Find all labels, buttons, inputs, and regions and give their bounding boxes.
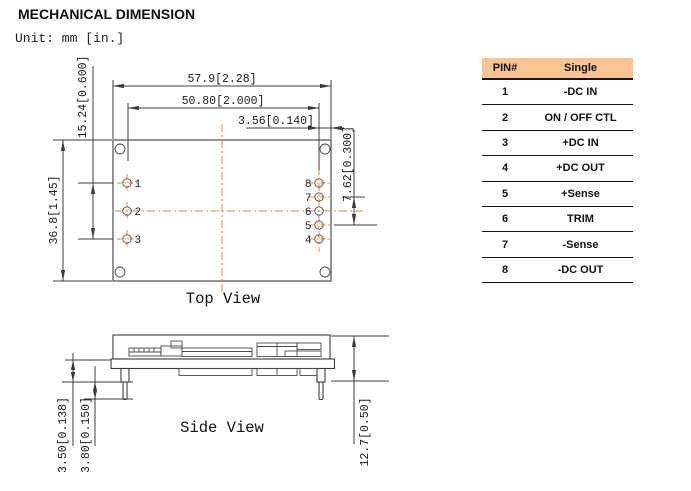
pin-label: 6 [304,207,312,219]
table-row [482,232,633,257]
pin-function-cell: ON / OFF CTL [544,111,617,124]
pin-lead [123,382,127,400]
pin-label: 7 [304,193,312,205]
dim-label-right-pin-span: 7.62[0.300] [342,126,355,202]
table-row [482,258,633,283]
dim-label-overall-height: 36.8[1.45] [48,175,61,245]
dim-label-module-height: 12.7[0.50] [359,397,372,467]
pin-function-cell: +DC OUT [556,162,605,175]
pin-number-cell: 6 [501,213,509,226]
pin-label: 2 [134,207,142,219]
pin-lead [319,382,323,400]
pin-function-table [482,58,633,283]
internal-component [300,369,318,376]
pin-function-cell: -DC IN [563,86,598,99]
pin-function-cell: -Sense [562,238,599,251]
pin-label: 8 [304,179,312,191]
dim-label-left-pin-span: 15.24[0.600] [77,55,90,139]
pin-function-cell: -DC OUT [557,263,604,276]
side-view-pins [121,369,325,400]
table-header-pin: PIN# [492,62,518,74]
dim-label-pin-length: 3.80[0.150] [80,397,93,473]
dim-label-overall-width: 57.9[2.28] [187,73,257,86]
dim-label-pin-edge-offset: 3.56[0.140] [238,115,314,128]
table-row [482,105,633,130]
pin-label: 4 [304,235,312,247]
table-row [482,156,633,181]
pin-number-cell: 1 [501,86,509,99]
dimension-pin-edge-offset [238,115,344,130]
table-row [482,182,633,207]
table-row [482,80,633,105]
side-view-drawing [57,335,389,473]
internal-component [179,369,252,376]
pin-number-cell: 8 [501,263,509,276]
pin-number-cell: 5 [501,187,509,200]
table-row [482,207,633,232]
dimension-module-height [331,336,389,467]
pin-function-cell: +Sense [561,187,600,200]
dim-label-pin-span: 50.80[2.000] [181,95,265,108]
pin-label: 1 [134,179,142,191]
pin-standoff [121,369,129,383]
pin-number-cell: 7 [501,238,509,251]
side-view-label: Side View [180,419,264,437]
pin-function-cell: +DC IN [562,136,599,149]
table-row [482,131,633,156]
top-view-label: Top View [185,290,261,308]
base-plate [111,359,335,369]
pin-number-cell: 4 [501,162,509,175]
dim-label-standoff: 3.50[0.138] [57,397,70,473]
top-view-drawing [48,56,377,308]
pin-function-cell: TRIM [567,213,594,226]
pin-number-cell: 2 [501,111,509,124]
dimension-overall-height [48,140,112,281]
page-title: MECHANICAL DIMENSION [18,6,196,22]
dimension-left-pin-span [77,56,113,239]
pin-number-cell: 3 [501,136,509,149]
table-header-single: Single [563,62,597,74]
pin-label: 3 [134,235,142,247]
pin-standoff [317,369,325,383]
table-header-row [482,58,633,80]
unit-note: Unit: mm [in.] [15,31,125,46]
pin-label: 5 [304,221,312,233]
dimension-right-pin-span [334,126,377,225]
module-case [113,335,330,359]
